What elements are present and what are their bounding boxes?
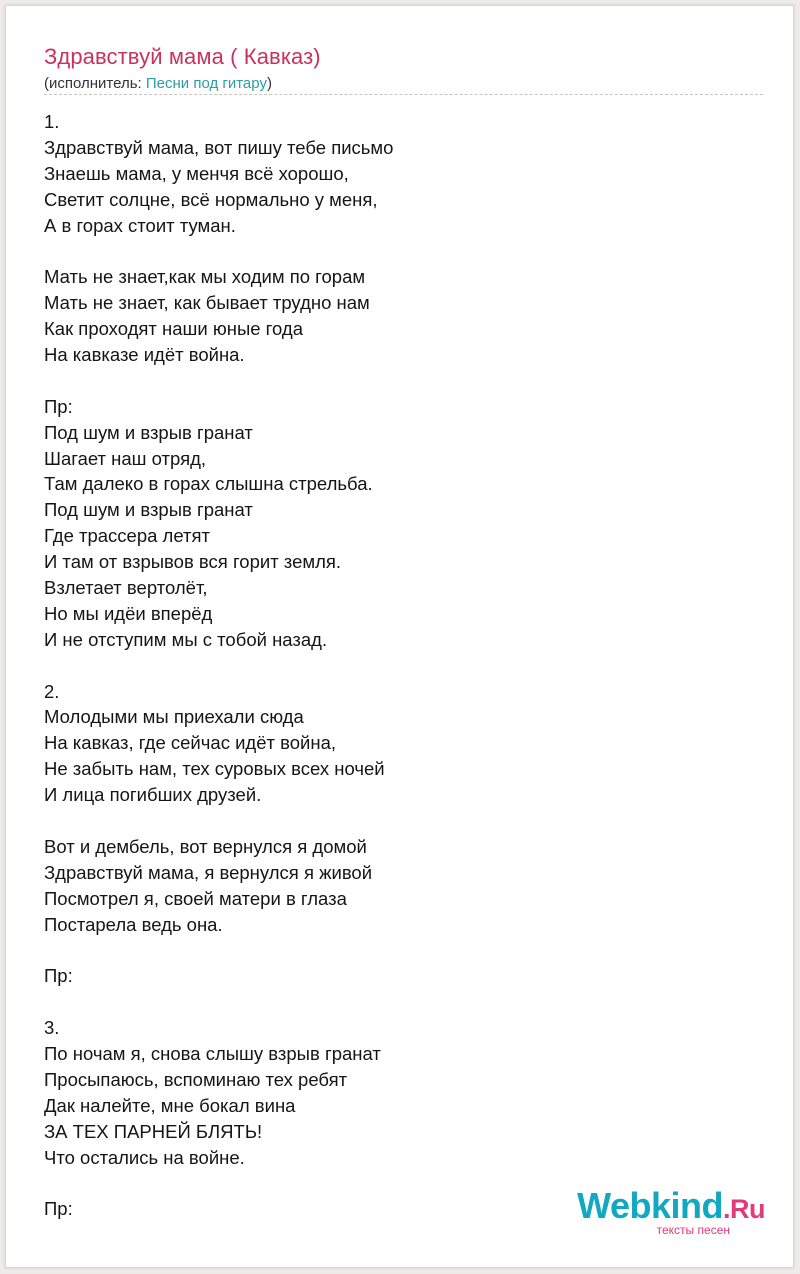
lyric-line: И не отступим мы с тобой назад. [44,628,328,650]
lyric-line: 2. [44,680,60,702]
lyric-line: Там далеко в горах слышна стрельба. [44,473,373,495]
lyric-line: Здравствуй мама, я вернулся я живой [44,861,373,883]
lyric-line: Под шум и взрыв гранат [44,499,253,521]
lyric-line: Светит солцне, всё нормально у меня, [44,188,378,210]
lyric-line: По ночам я, снова слышу взрыв гранат [44,1043,381,1065]
lyric-line: 1. [44,111,60,132]
lyric-line: Мать не знает,как мы ходим по горам [44,266,366,288]
site-logo[interactable] [565,1185,765,1245]
lyric-line: Как проходят наши юные года [44,318,303,340]
lyric-line: ЗА ТЕХ ПАРНЕЙ БЛЯТЬ! [44,1120,263,1142]
divider [44,94,763,95]
lyric-line [44,808,744,834]
lyric-line: Под шум и взрыв гранат [44,421,253,443]
lyric-line: Просыпаюсь, вспоминаю тех ребят [44,1068,348,1090]
logo-tld: .Ru [723,1194,765,1224]
lyric-line: Постарела ведь она. [44,913,223,935]
lyric-line: И лица погибших друзей. [44,784,262,806]
lyric-line: Но мы идёи вперёд [44,602,213,624]
lyric-line: Здравствуй мама, вот пишу тебе письмо [44,136,394,158]
artist-line [44,75,272,92]
artist-link[interactable]: Песни под гитару [145,75,267,92]
lyric-line [44,989,744,1015]
lyric-line: Где трассера летят [44,525,210,547]
logo-word: Webkind [577,1185,723,1226]
logo-tagline: тексты песен [656,1223,730,1237]
lyric-line: На кавказ, где сейчас идёт война, [44,732,336,754]
lyric-line: И там от взрывов вся горит земля. [44,551,342,573]
song-title: Здравствуй мама ( Кавказ) [44,44,321,69]
lyric-line: Пр: [44,1198,73,1220]
lyric-line: Молодыми мы приехали сюда [44,706,304,728]
artist-prefix: (исполнитель: [44,75,146,92]
lyric-line [44,368,744,394]
lyric-line: Шагает наш отряд, [44,447,207,469]
lyric-line: А в горах стоит туман. [44,214,236,236]
lyrics-card [5,5,794,1268]
lyric-line: 3. [44,1017,60,1039]
lyric-line: Вот и дембель, вот вернулся я домой [44,835,367,857]
lyrics-text [44,109,744,1222]
lyric-line [44,938,744,964]
lyric-line: Что остались на войне. [44,1146,245,1168]
lyric-line: Пр: [44,395,73,417]
logo-name [577,1185,765,1227]
lyric-line: Дак налейте, мне бокал вина [44,1094,296,1116]
lyric-line: Взлетает вертолёт, [44,577,208,599]
lyric-line: На кавказе идёт война. [44,344,245,366]
lyric-line: Мать не знает, как бывает трудно нам [44,292,370,314]
lyric-line: Посмотрел я, своей матери в глаза [44,887,347,909]
lyric-line: Не забыть нам, тех суровых всех ночей [44,758,385,780]
lyric-line [44,238,744,264]
lyric-line [44,653,744,679]
artist-suffix: ) [266,75,272,92]
lyric-line: Знаешь мама, у менчя всё хорошо, [44,162,349,184]
lyric-line: Пр: [44,965,73,987]
